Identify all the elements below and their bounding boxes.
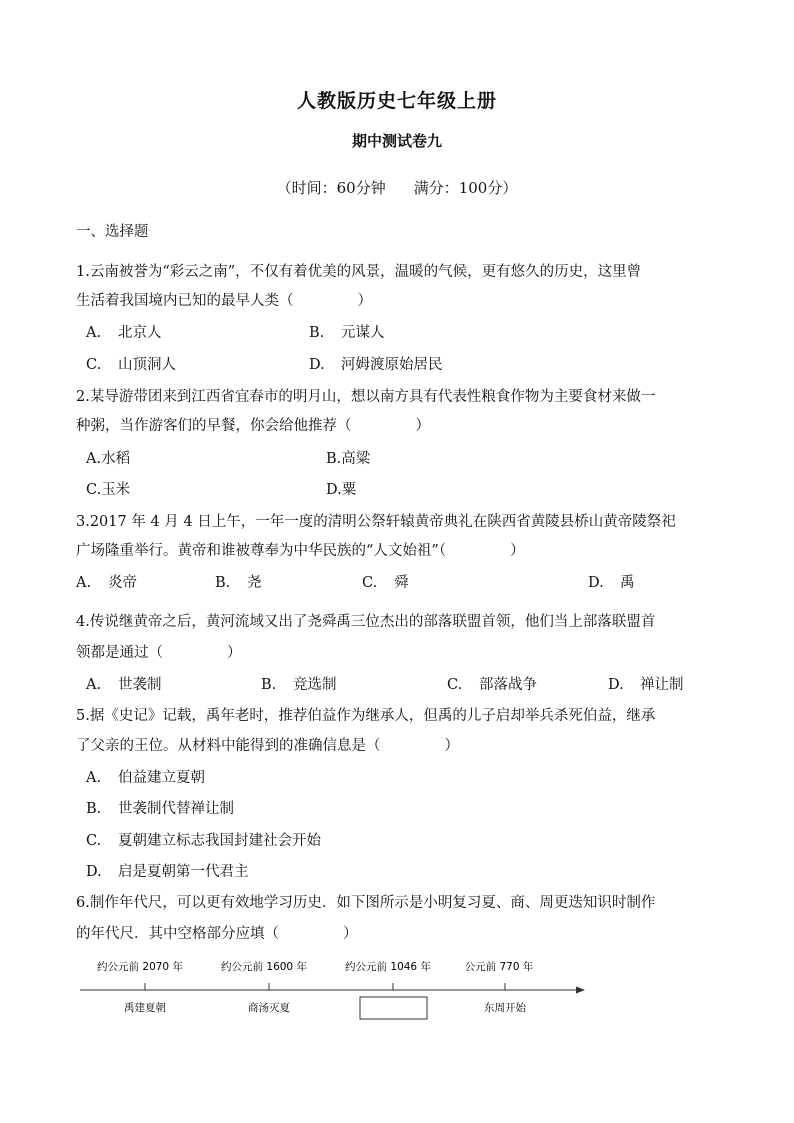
section-heading: 一、选择题 — [76, 224, 149, 240]
q1-option-b: B. 元谋人 — [309, 325, 385, 341]
q2-option-c: C.玉米 — [86, 482, 131, 498]
question-5-line-2: 了父亲的王位。从材料中能得到的准确信息是（ ） — [76, 738, 459, 754]
exam-time: （时间：60分钟 — [276, 179, 386, 197]
page-subtitle: 期中测试卷九 — [351, 132, 442, 150]
q5-option-d: D. 启是夏朝第一代君主 — [86, 864, 249, 880]
q1-option-c: C. 山顶洞人 — [86, 357, 176, 373]
exam-score: 满分：100分） — [413, 179, 518, 197]
question-1-line-1: 1.云南被誉为“彩云之南”，不仅有着优美的风景，温暖的气候，更有悠久的历史，这里曾 — [76, 264, 642, 280]
timeline-event-1: 禹建夏朝 — [124, 1002, 166, 1014]
q5-option-c: C. 夏朝建立标志我国封建社会开始 — [86, 833, 321, 849]
question-4-line-2: 领都是通过（ ） — [76, 645, 242, 661]
q4-option-d: D. 禅让制 — [608, 677, 684, 693]
timeline-blank-box — [360, 997, 427, 1019]
question-3-line-2: 广场隆重举行。黄帝和谁被尊奉为中华民族的“人文始祖”（ ） — [76, 543, 525, 559]
timeline-event-2: 商汤灭夏 — [248, 1002, 290, 1014]
q4-option-a: A. 世袭制 — [86, 677, 162, 693]
timeline-date-1: 约公元前 2070 年 — [97, 961, 183, 973]
q3-option-c: C. 舜 — [362, 575, 409, 591]
timeline-date-3: 约公元前 1046 年 — [345, 961, 431, 973]
question-5-line-1: 5.据《史记》记载，禹年老时，推荐伯益作为继承人，但禹的儿子启却举兵杀死伯益，继承 — [76, 708, 656, 724]
q3-option-d: D. 禹 — [588, 575, 635, 591]
timeline-event-4: 东周开始 — [484, 1002, 526, 1014]
q2-option-b: B.高粱 — [326, 451, 371, 467]
timeline-date-2: 约公元前 1600 年 — [221, 961, 307, 973]
question-6-line-1: 6.制作年代尺，可以更有效地学习历史．如下图所示是小明复习夏、商、周更迭知识时制作 — [76, 895, 656, 911]
question-1-line-2: 生活着我国境内已知的最早人类（ ） — [76, 293, 372, 309]
question-2-line-2: 种粥，当作游客们的早餐，你会给他推荐（ ） — [76, 418, 430, 434]
q5-option-b: B. 世袭制代替禅让制 — [86, 801, 234, 817]
page-title: 人教版历史七年级上册 — [296, 90, 497, 112]
question-2-line-1: 2.某导游带团来到江西省宜春市的明月山，想以南方具有代表性粮食作物为主要食材来做一 — [76, 389, 656, 405]
q3-option-a: A. 炎帝 — [76, 575, 137, 591]
q2-option-a: A.水稻 — [86, 451, 131, 467]
q5-option-a: A. 伯益建立夏朝 — [86, 770, 205, 786]
question-4-line-1: 4.传说继黄帝之后，黄河流域又出了尧舜禹三位杰出的部落联盟首领，他们当上部落联盟首 — [76, 614, 656, 630]
q3-option-b: B. 尧 — [215, 575, 262, 591]
q1-option-a: A. 北京人 — [86, 325, 162, 341]
timeline-arrow — [576, 987, 585, 994]
question-6-line-2: 的年代尺．其中空格部分应填（ ） — [76, 926, 358, 942]
q4-option-b: B. 竞选制 — [261, 677, 337, 693]
q2-option-d: D.粟 — [326, 482, 357, 498]
timeline-date-4: 公元前 770 年 — [464, 961, 534, 973]
question-3-line-1: 3.2017 年 4 月 4 日上午，一年一度的清明公祭轩辕黄帝典礼在陕西省黄陵县桥山黄帝陵祭祀 — [76, 514, 676, 530]
q1-option-d: D. 河姆渡原始居民 — [309, 357, 443, 373]
q4-option-c: C. 部落战争 — [447, 677, 537, 693]
